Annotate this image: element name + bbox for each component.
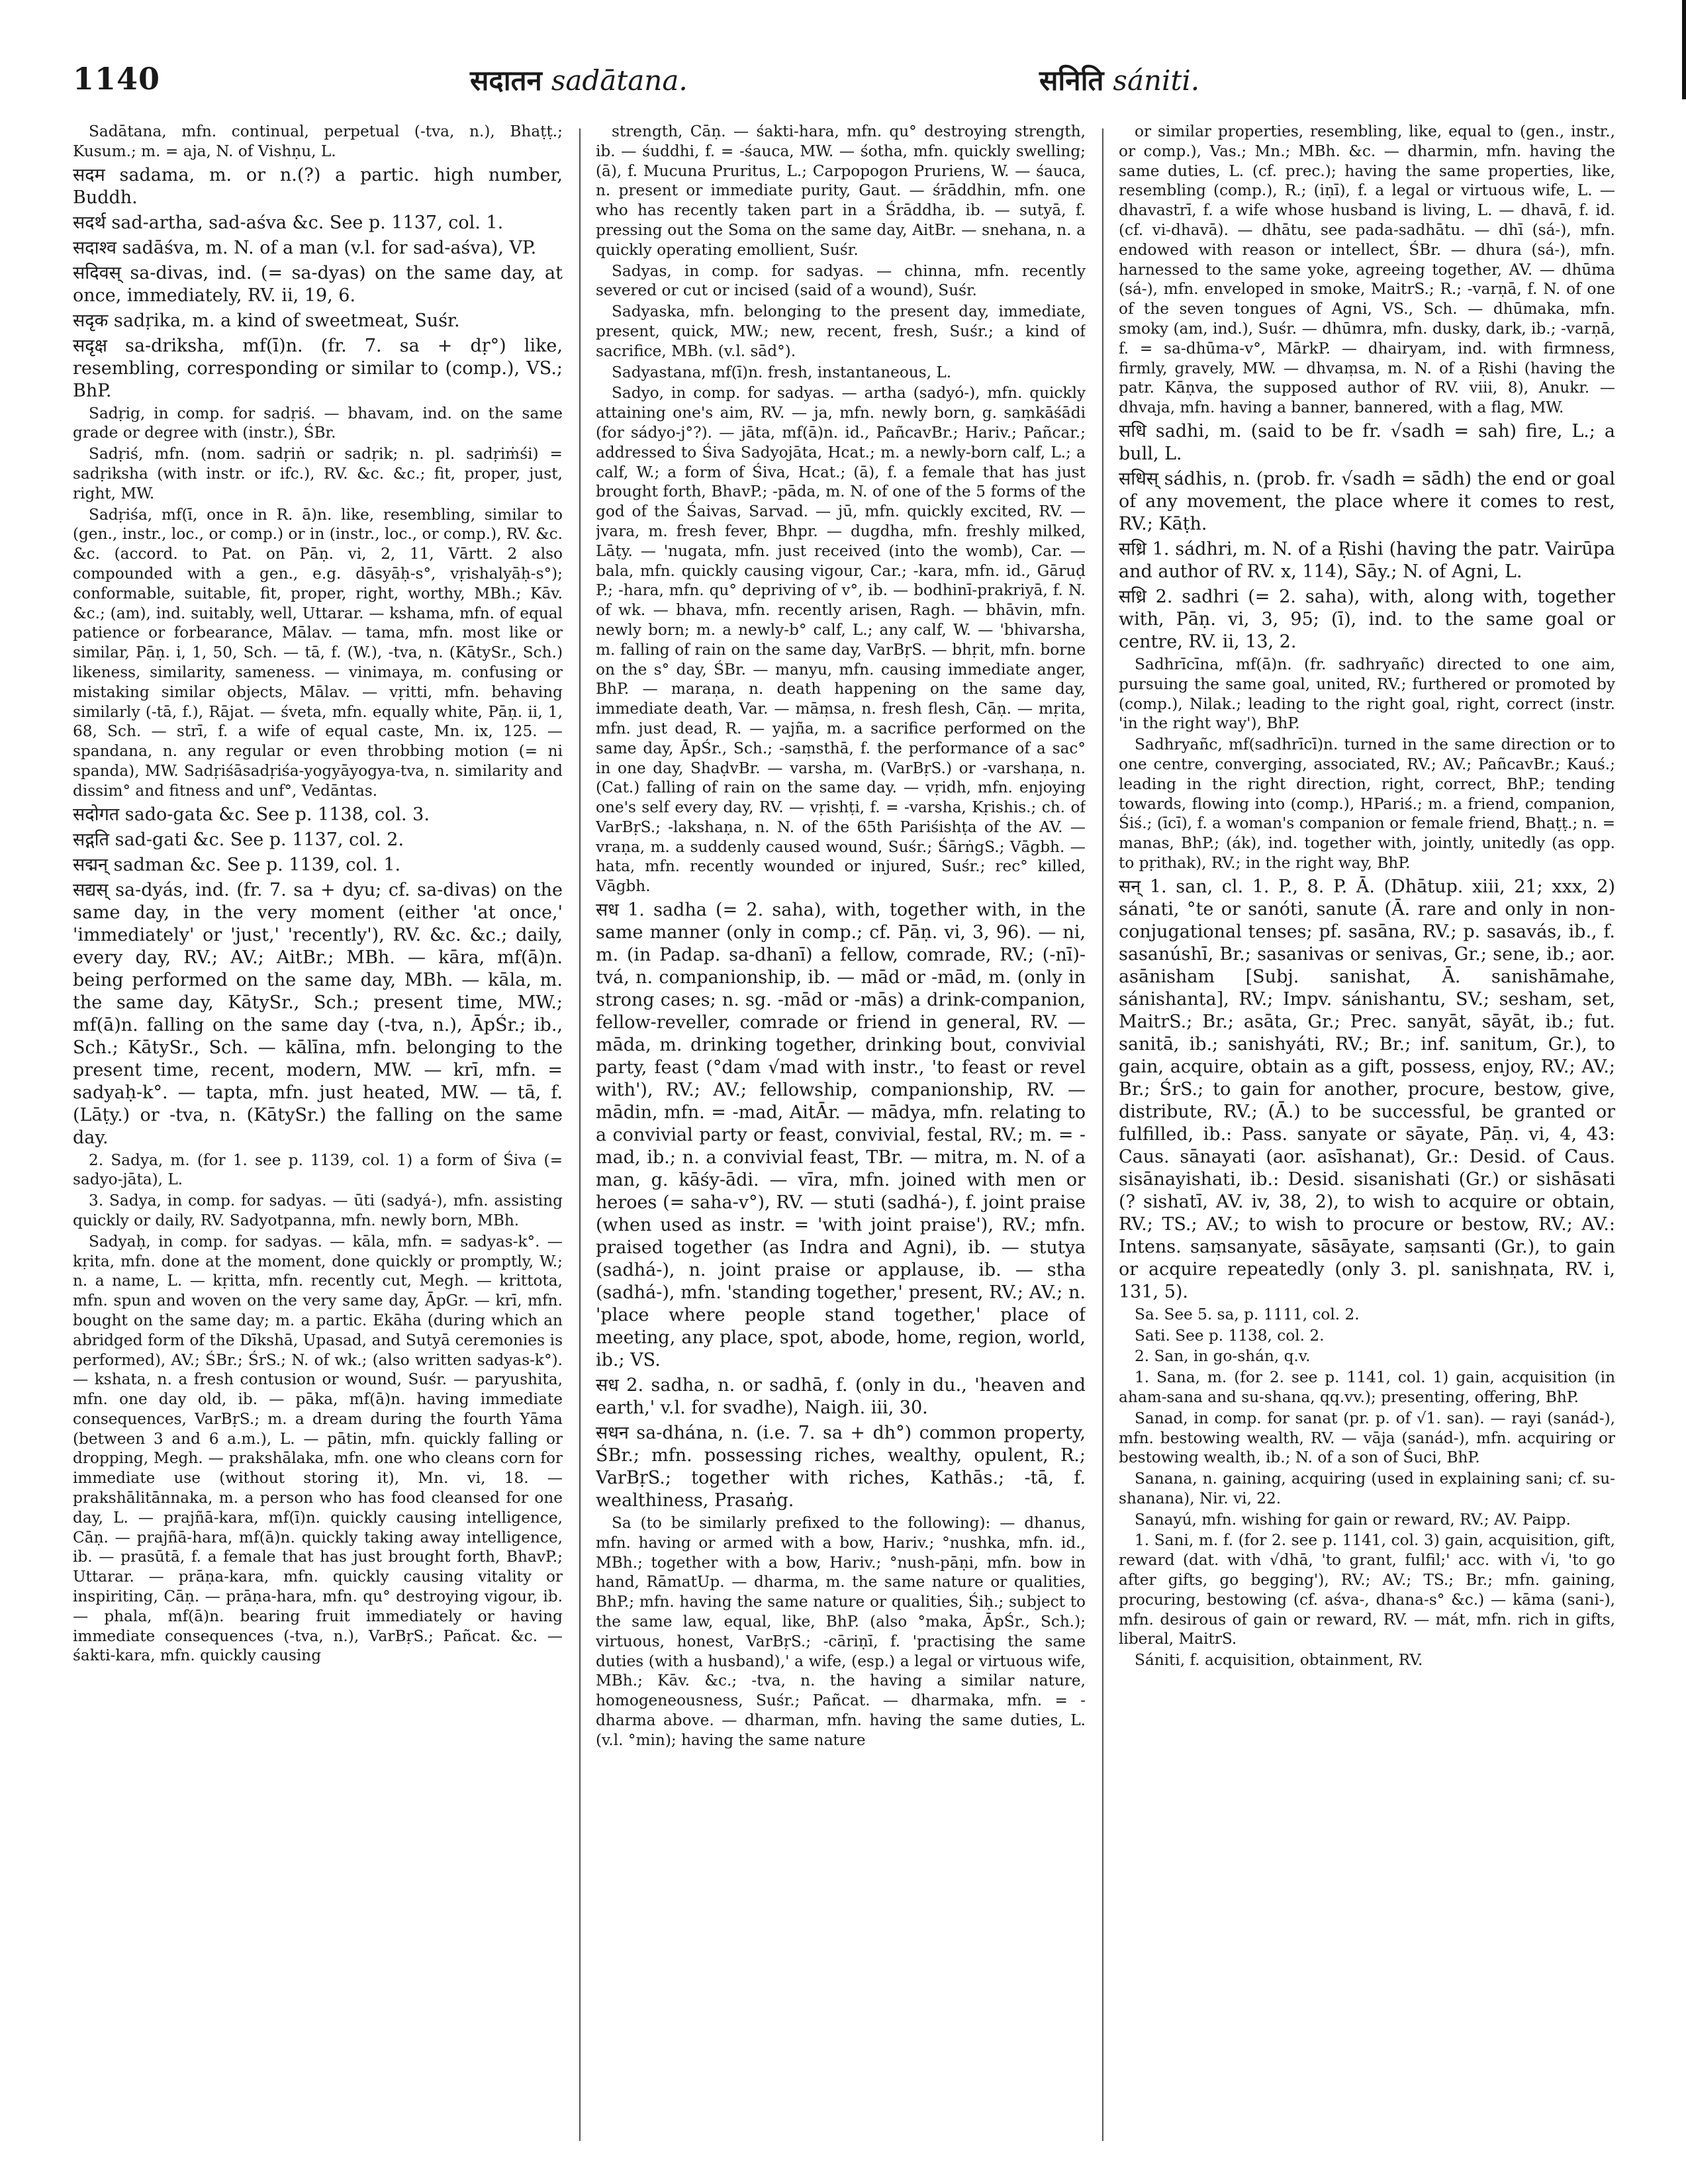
entry-sadhricina: Sadhrīcīna, mf(ā)n. (fr. sadhryañc) directed to one aim, pursuing the same goal, united, RV.; furthered or promoted by (comp.), Nilak.; leading to the right goal, right, correct (instr. 'in the right way'), BhP. [1119,655,1615,733]
header-right-headword [1039,61,1199,99]
entry-sadya-2: 2. Sadya, m. (for 1. see p. 1139, col. 1) a form of Śiva (= sadyo-jāta), L. [73,1151,563,1189]
entry-sadhis: सधिस् sádhis, n. (prob. fr. √sadh = sādh) the end or goal of any movement, the place where it comes to rest, RV.; Kāṭh. [1119,468,1615,534]
entry-sado-gata: सदोगत sado-gata &c. See p. 1138, col. 3. [73,804,430,825]
entry-sad-gati: सद्गति sad-gati &c. See p. 1137, col. 2. [73,829,404,850]
column-divider [579,128,581,2141]
entry-sadhri-2: सध्रि 2. sadhri (= 2. saha), with, along with, together with, Pāṇ. vi, 3, 95; (ī), ind. to the same goal or centre, RV. ii, 13, 2. [1119,586,1615,652]
entry-sati: Sati. See p. 1138, col. 2. [1135,1326,1325,1345]
header-left-latin: sadātana. [551,64,688,97]
entry-sa-prefix: Sa (to be similarly prefixed to the following): — dhanus, mfn. having or armed with a bow, Hariv.; °nushka, mfn. id., MBh.; together with a bow, Hariv.; °nush-pāṇi, mfn. bow in hand, RāmatUp. — dharma, m. the same nature or qualities, BhP.; mfn. having the same nature or qualities, Śiḥ.; subject to the same law, equal, like, BhP. (also °maka, ĀpŚr., Sch.); virtuous, honest, VarBṛS.; -cāriṇī, f. 'practising the same duties (with a husband),' a wife, (esp.) a legal or virtuous wife, MBh.; Kāv. &c.; -tva, n. the having a similar nature, homogeneousness, Suśr.; Pañcat. — dharmaka, mfn. = -dharma above. — dharman, mfn. having the same duties, L. (v.l. °min); having the same nature [596,1514,1086,1749]
entry-sadhi: सधि sadhi, m. (said to be fr. √sadh = sah) fire, L.; a bull, L. [1119,420,1615,464]
entry-sa-dyas: सद्यस् sa-dyás, ind. (fr. 7. sa + dyu; cf. sa-divas) on the same day, in the very moment (either 'at once,' 'immediately' or 'just,' 'recently'), RV. &c. &c.; daily, every day, RV.; AV.; AitBr.; MBh. — kāra, mf(ā)n. being performed on the same day, MBh. — kāla, m. the same day, KātySr., Sch.; present time, MW.; mf(ā)n. falling on the same day (-tva, n.), ĀpŚr.; ib., Sch.; KātySr., Sch. — kālīna, mfn. belonging to the present time, recent, modern, MW. — krī, mfn. = sadyaḥ-k°. — tapta, mfn. just heated, MW. — tā, f. (Lāṭy.) or -tva, n. (KātySr.) the falling on the same day. [73,879,563,1148]
header-left-headword [470,61,688,99]
entry-sadrika: सदृक sadṛika, m. a kind of sweetmeat, Suśr. [73,310,460,331]
entry-sanayu: Sanayú, mfn. wishing for gain or reward, RV.; AV. Paipp. [1135,1510,1571,1529]
entry-sadhryanc: Sadhryañc, mf(sadhrīcī)n. turned in the same direction or to one centre, converging, associated, RV.; AV.; PañcavBr.; Kauś.; leading in the right direction, right, correct, BhP.; tending towards, flowing into (comp.), HPariś.; m. a friend, companion, Śiś.; (īcī), f. a woman's companion or female friend, Bhaṭṭ.; n. = manas, BhP.; (ák), ind. together with, jointly, unitedly (as opp. to pṛithak), RV.; in the right way, BhP. [1119,736,1615,872]
page-number: 1140 [73,61,161,97]
entry-sani-1: 1. Sani, m. f. (for 2. see p. 1141, col. 3) gain, acquisition, gift, reward (dat. with √dhā, 'to grant, fulfil;' acc. with √i, 'to go after gifts, go begging'), RV.; AV.; TS.; Br.; mfn. gaining, procuring, bestowing (cf. aśva-, dhana-s° &c.) — kāma (sani-), mfn. desirous of gain or reward, RV. — mát, mfn. rich in gifts, liberal, MaitrS. [1119,1531,1615,1648]
entry-sadya-3: 3. Sadya, in comp. for sadyas. — ūti (sadyá-), mfn. assisting quickly or daily, RV. Sadyotpanna, mfn. newly born, MBh. [73,1192,563,1229]
entry-sanana: Sanana, n. gaining, acquiring (used in explaining sani; cf. su-shanana), Nir. vi, 22. [1119,1470,1615,1507]
entry-sadha-1: सध 1. sadha (= 2. saha), with, together with, in the same manner (only in comp.; cf. Pāṇ. vi, 3, 96). — ni, m. (in Padap. sa-dhanī) a fellow, comrade, RV.; (-nī)-tvá, n. companionship, ib. — mād or -mād, m. (only in strong cases; n. sg. -mād or -mās) a drink-companion, fellow-reveller, comrade or friend in general, RV. — māda, m. drinking together, drinking bout, convivial party, feast (°dam √mad with instr., 'to feast or revel with'), RV.; AV.; fellowship, companionship, RV. — mādin, mfn. = -mad, AitĀr. — mādya, mfn. relating to a convivial party or feast, convivial, festal, RV.; m. = -mad, ib.; n. a convivial feast, TBr. — mitra, m. N. of a man, g. kāśy-ādi. — vīra, mfn. joined with men or heroes (= saha-v°), RV. — stuti (sadhá-), f. joint praise (when used as instr. = 'with joint praise'), RV.; mfn. praised together (as Indra and Agni), ib. — stutya (sadhá-), n. joint praise or applause, ib. — stha (sadhá-), mfn. 'standing together,' present, RV.; AV.; n. 'place where people stand together,' place of meeting, any place, spot, abode, home, region, world, ib.; VS. [596,900,1086,1371]
header-right-latin: sániti. [1113,64,1200,97]
entry-sadyaska: Sadyaska, mfn. belonging to the present day, immediate, present, quick, MW.; new, recent, fresh, Suśr.; a kind of sacrifice, MBh. (v.l. sād°). [596,303,1086,360]
entry-sanad: Sanad, in comp. for sanat (pr. p. of √1. san). — rayi (sanád-), mfn. bestowing wealth, RV. — vāja (sanád-), mfn. acquiring or bestowing wealth, ib.; N. of a son of Śuci, BhP. [1119,1409,1615,1467]
entry-san-2: 2. San, in go-shán, q.v. [1135,1347,1311,1366]
column-2 [596,122,1086,2148]
entry-sad-artha: सदर्थ sad-artha, sad-aśva &c. See p. 1137, col. 1. [73,212,504,233]
entry-sa-prefix-continued: or similar properties, resembling, like, equal to (gen., instr., or comp.), Vas.; Mn.; MBh. &c. — dharmin, mfn. having the same duties, L. (cf. prec.); having the same properties, like, resembling (comp.), R.; (iṇī), f. a legal or virtuous wife, L. — dhavastrī, f. a wife whose husband is living, L. — dhavā, f. id. (cf. vi-dhavā). — dhātu, see pada-sadhātu. — dhī (sá-), mfn. endowed with reason or intellect, ŚBr. — dhura (sá-), mfn. harnessed to the same yoke, agreeing together, AV. — dhūma (sá-), mfn. enveloped in smoke, MaitrS.; R.; -varṇā, f. N. of one of the seven tongues of Agni, VS., Sch. — dhūmaka, mfn. smoky (am, ind.), Suśr. — dhūmra, mfn. dusky, dark, ib.; -varṇā, f. = sa-dhūma-v°, MārkP. — dhairyam, ind. with firmness, firmly, gravely, MW. — dhvaṃsa, m. N. of a Ṛishi (having the patr. Kāṇva, the supposed author of RV. viii, 8), Anukr. — dhvaja, mfn. having a banner, bannered, with a flag, MW. [1119,122,1615,417]
entry-sa-driksha: सदृक्ष sa-driksha, mf(ī)n. (fr. 7. sa + dṛ°) like, resembling, corresponding or similar to (comp.), VS.; BhP. [73,335,563,401]
entry-sadha-2: सध 2. sadha, n. or sadhā, f. (only in du., 'heaven and earth,' v.l. for svadhe), Naigh. iii, 30. [596,1375,1086,1419]
header-left-devanagari: सदातन [470,64,542,97]
entry-sadrig: Sadṛig, in comp. for sadṛiś. — bhavam, ind. on the same grade or degree with (instr.), ŚBr. [73,404,563,442]
entry-sa: Sa. See 5. sa, p. 1111, col. 2. [1135,1305,1360,1323]
page-edge-mark [1682,0,1686,99]
column-1 [73,122,563,2148]
column-divider [1102,128,1103,2141]
dictionary-columns [73,122,1615,2148]
entry-sadyo: Sadyo, in comp. for sadyas. — artha (sadyó-), mfn. quickly attaining one's aim, RV. — ja, mfn. newly born, g. saṃkāśādi (for sádyo-j°?). — jāta, mf(ā)n. id., PañcavBr.; Hariv.; Pañcar.; addressed to Śiva Sadyojāta, Hcat.; m. a newly-born calf, L.; a calf, W.; a form of Śiva, Hcat.; (ā), f. a female that has just brought forth, BhavP.; -pāda, m. N. of one of the 5 forms of the god of the Śaivas, Sarvad. — jū, mfn. quickly excited, RV. — jvara, m. fresh fever, Bhpr. — dugdha, mfn. freshly milked, Lāṭy. — 'nugata, mfn. just received (into the womb), Car. — bala, mfn. quickly causing vigour, Car.; -kara, mfn. id., Gāruḍ P.; -hara, mfn. qu° depriving of v°, ib. — bodhinī-prakriyā, f. N. of wk. — bhava, mfn. recently arisen, Ragh. — bhāvin, mfn. newly born; m. a newly-b° calf, L.; any calf, W. — 'bhivarsha, m. falling of rain on the same day, VarBṛS. — bhṛit, mfn. borne on the s° day, ŚBr. — manyu, mfn. causing immediate anger, BhP. — maraṇa, n. death happening on the same day, immediate death, Var. — māṃsa, n. fresh flesh, Cāṇ. — mṛita, mfn. just dead, R. — yajña, m. a sacrifice performed on the same day, ĀpŚr., Sch.; -saṃsthā, f. the performance of a sac° in one day, ShaḍvBr. — varsha, m. (VarBṛS.) or -varshaṇa, n. (Cat.) falling of rain on the same day. — vṛidh, mfn. enjoying one's self every day, RV. — vṛishṭi, f. = -varsha, Kṛishis.; ch. of VarBṛS.; -lakshaṇa, n. N. of the 65th Pariśishṭa of the AV. — vraṇa, m. a suddenly caused wound, Suśr.; ŚārṅgS.; Vāgbh. — hata, mfn. recently wounded or injured, Suśr.; rec° killed, Vāgbh. [596,384,1086,896]
header-right-devanagari: सनिति [1039,64,1104,97]
entry-sadyah-continued: strength, Cāṇ. — śakti-hara, mfn. qu° destroying strength, ib. — śuddhi, f. = -śauca, MW. — śotha, mfn. quickly swelling; (ā), f. Mucuna Pruritus, L.; Carpopogon Pruriens, W. — śauca, n. present or immediate purity, Gaut. — śrāddhin, mfn. one who has recently taken part in a Śrāddha, ib. — sutyā, f. pressing out the Soma on the same day, AitBr. — snehana, n. a quickly operating emollient, Suśr. [596,122,1086,259]
entry-sa-divas: सदिवस् sa-divas, ind. (= sa-dyas) on the same day, at once, immediately, RV. ii, 19, 6. [73,262,563,306]
entry-sadatana: Sadātana, mfn. continual, perpetual (-tva, n.), Bhaṭṭ.; Kusum.; m. = aja, N. of Vishṇu, L. [73,122,563,160]
entry-sadyas: Sadyas, in comp. for sadyas. — chinna, mfn. recently severed or cut or incised (said of a wound), Suśr. [596,261,1086,300]
entry-san-1: सन् 1. san, cl. 1. P., 8. P. Ā. (Dhātup. xiii, 21; xxx, 2) sánati, °te or sanóti, sanute (Ā. rare and only in non-conjugational tenses; pf. sasāna, RV.; p. sasavás, ib., f. sasanúshī, Br.; sasanivas or senivas, Gr.; sene, ib.; aor. asānisham [Subj. sanishat, Ā. sanishāmahe, sánishanta], RV.; Impv. sánishantu, SV.; sesham, set, MaitrS.; Br.; asāta, Gr.; Prec. sanyāt, sāyāt, ib.; fut. sanitā, ib.; sanishyáti, RV.; Br.; inf. sanitum, Gr.), to gain, acquire, obtain as a gift, possess, enjoy, RV.; AV.; Br.; ŚrS.; to gain for another, procure, bestow, give, distribute, RV.; (Ā.) to be successful, be granted or fulfilled, ib.: Pass. sanyate or sāyate, Pāṇ. vi, 4, 43: Caus. sānayati (aor. asīshanat), Gr.: Desid. of Caus. sisānayishati, ib.: Desid. sisanishati (Gr.) or sishāsati (? sishatī, AV. iv, 38, 2), to wish to acquire or obtain, RV.; TS.; AV.; to wish to procure or bestow, RV.; AV.: Intens. saṃsanyate, sāsāyate, saṃsanti (Gr.), to gain or acquire repeatedly (only 3. pl. sanishṇata, RV. i, 131, 5). [1119,876,1615,1302]
entry-sadrisa: Sadṛiśa, mf(ī, once in R. ā)n. like, resembling, similar to (gen., instr., loc., or comp.) or in (instr., loc., or comp.), RV. &c. &c. (accord. to Pat. on Pāṇ. vi, 2, 11, Vārtt. 2 also compounded with a gen., e.g. dāsyāḥ-s°, vṛishalyāḥ-s°); conformable, suitable, fit, proper, right, worthy, MBh.; Kāv. &c.; (am), ind. suitably, well, Uttarar. — kshama, mfn. of equal patience or forbearance, Mālav. — tama, mfn. most like or similar, Pāṇ. i, 1, 50, Sch. — tā, f. (W.), -tva, n. (KātySr., Sch.) likeness, similarity, sameness. — vinimaya, m. confusing or mistaking similar objects, Mālav. — vṛitti, mfn. behaving similarly (-tā, f.), Rājat. — śveta, mfn. equally white, Pāṇ. ii, 1, 68, Sch. — strī, f. a wife of equal caste, Mn. ix, 125. — spandana, n. any regular or even throbbing motion (= ni spanda), MW. Sadṛiśāsadṛiśa-yogyāyogya-tva, n. similarity and dissim° and fitness and unf°, Vedāntas. [73,505,563,800]
entry-saniti: Sániti, f. acquisition, obtainment, RV. [1135,1651,1423,1670]
running-header [73,61,1615,114]
column-3 [1119,122,1615,2148]
entry-sadris: Sadṛiś, mfn. (nom. sadṛiṅ or sadṛik; n. pl. sadṛiṁśi) = sadṛiksha (with instr. or ifc.), RV. &c. &c.; fit, proper, just, right, MW. [73,445,563,502]
entry-sadman: सद्मन् sadman &c. See p. 1139, col. 1. [73,854,401,875]
entry-sadasva: सदाश्व sadāśva, m. N. of a man (v.l. for sad-aśva), VP. [73,237,537,258]
entry-sadyah: Sadyaḥ, in comp. for sadyas. — kāla, mfn. = sadyas-k°. — kṛita, mfn. done at the moment, done quickly or promptly, W.; n. a name, L. — kṛitta, mfn. recently cut, Megh. — krittota, mfn. spun and woven on the very same day, ĀpGr. — krī, mfn. bought on the same day; m. a partic. Ekāha (during which an abridged form of the Dīkshā, Upasad, and Sutyā ceremonies is performed), AV.; ŚBr.; ŚrS.; N. of wk.; (also written sadyas-k°). — kshata, n. a fresh contusion or wound, Suśr. — paryushita, mfn. one day old, ib. — pāka, mf(ā)n. having immediate consequences, VarBṛS.; m. a dream during the fourth Yāma (between 3 and 6 a.m.), L. — pātin, mfn. quickly falling or dropping, Megh. — prakshālaka, mfn. one who cleans corn for immediate use (without storing it), Mn. vi, 18. — prakshālitānnaka, m. a person who has food cleansed for one day, L. — prajñā-kara, mf(ī)n. quickly causing intelligence, Cāṇ. — prajñā-hara, mf(ā)n. quickly taking away intelligence, ib. — prasūtā, f. a female that has just brought forth, BhavP.; Uttarar. — prāṇa-kara, mfn. quickly causing vitality or inspiriting, Cāṇ. — prāṇa-hara, mfn. qu° destroying vigour, ib. — phala, mf(ā)n. bearing fruit immediately or having immediate consequences (-tva, n.), VarBṛS.; Pañcat. &c. — śakti-kara, mfn. quickly causing [73,1232,563,1665]
entry-sadhri-1: सध्रि 1. sádhri, m. N. of a Ṛishi (having the patr. Vairūpa and author of RV. x, 114), Sāy.; N. of Agni, L. [1119,538,1615,582]
entry-sa-dhana: सधन sa-dhána, n. (i.e. 7. sa + dh°) common property, ŚBr.; mfn. possessing riches, wealthy, opulent, R.; VarBṛS.; together with riches, Kathās.; -tā, f. wealthiness, Prasaṅg. [596,1423,1086,1511]
entry-sana-1: 1. Sana, m. (for 2. see p. 1141, col. 1) gain, acquisition (in aham-sana and su-shana, qq.vv.); presenting, offering, BhP. [1119,1368,1615,1406]
entry-sadama: सदम sadama, m. or n.(?) a partic. high number, Buddh. [73,164,563,208]
entry-sadyastana: Sadyastana, mf(ī)n. fresh, instantaneous, L. [612,363,952,381]
